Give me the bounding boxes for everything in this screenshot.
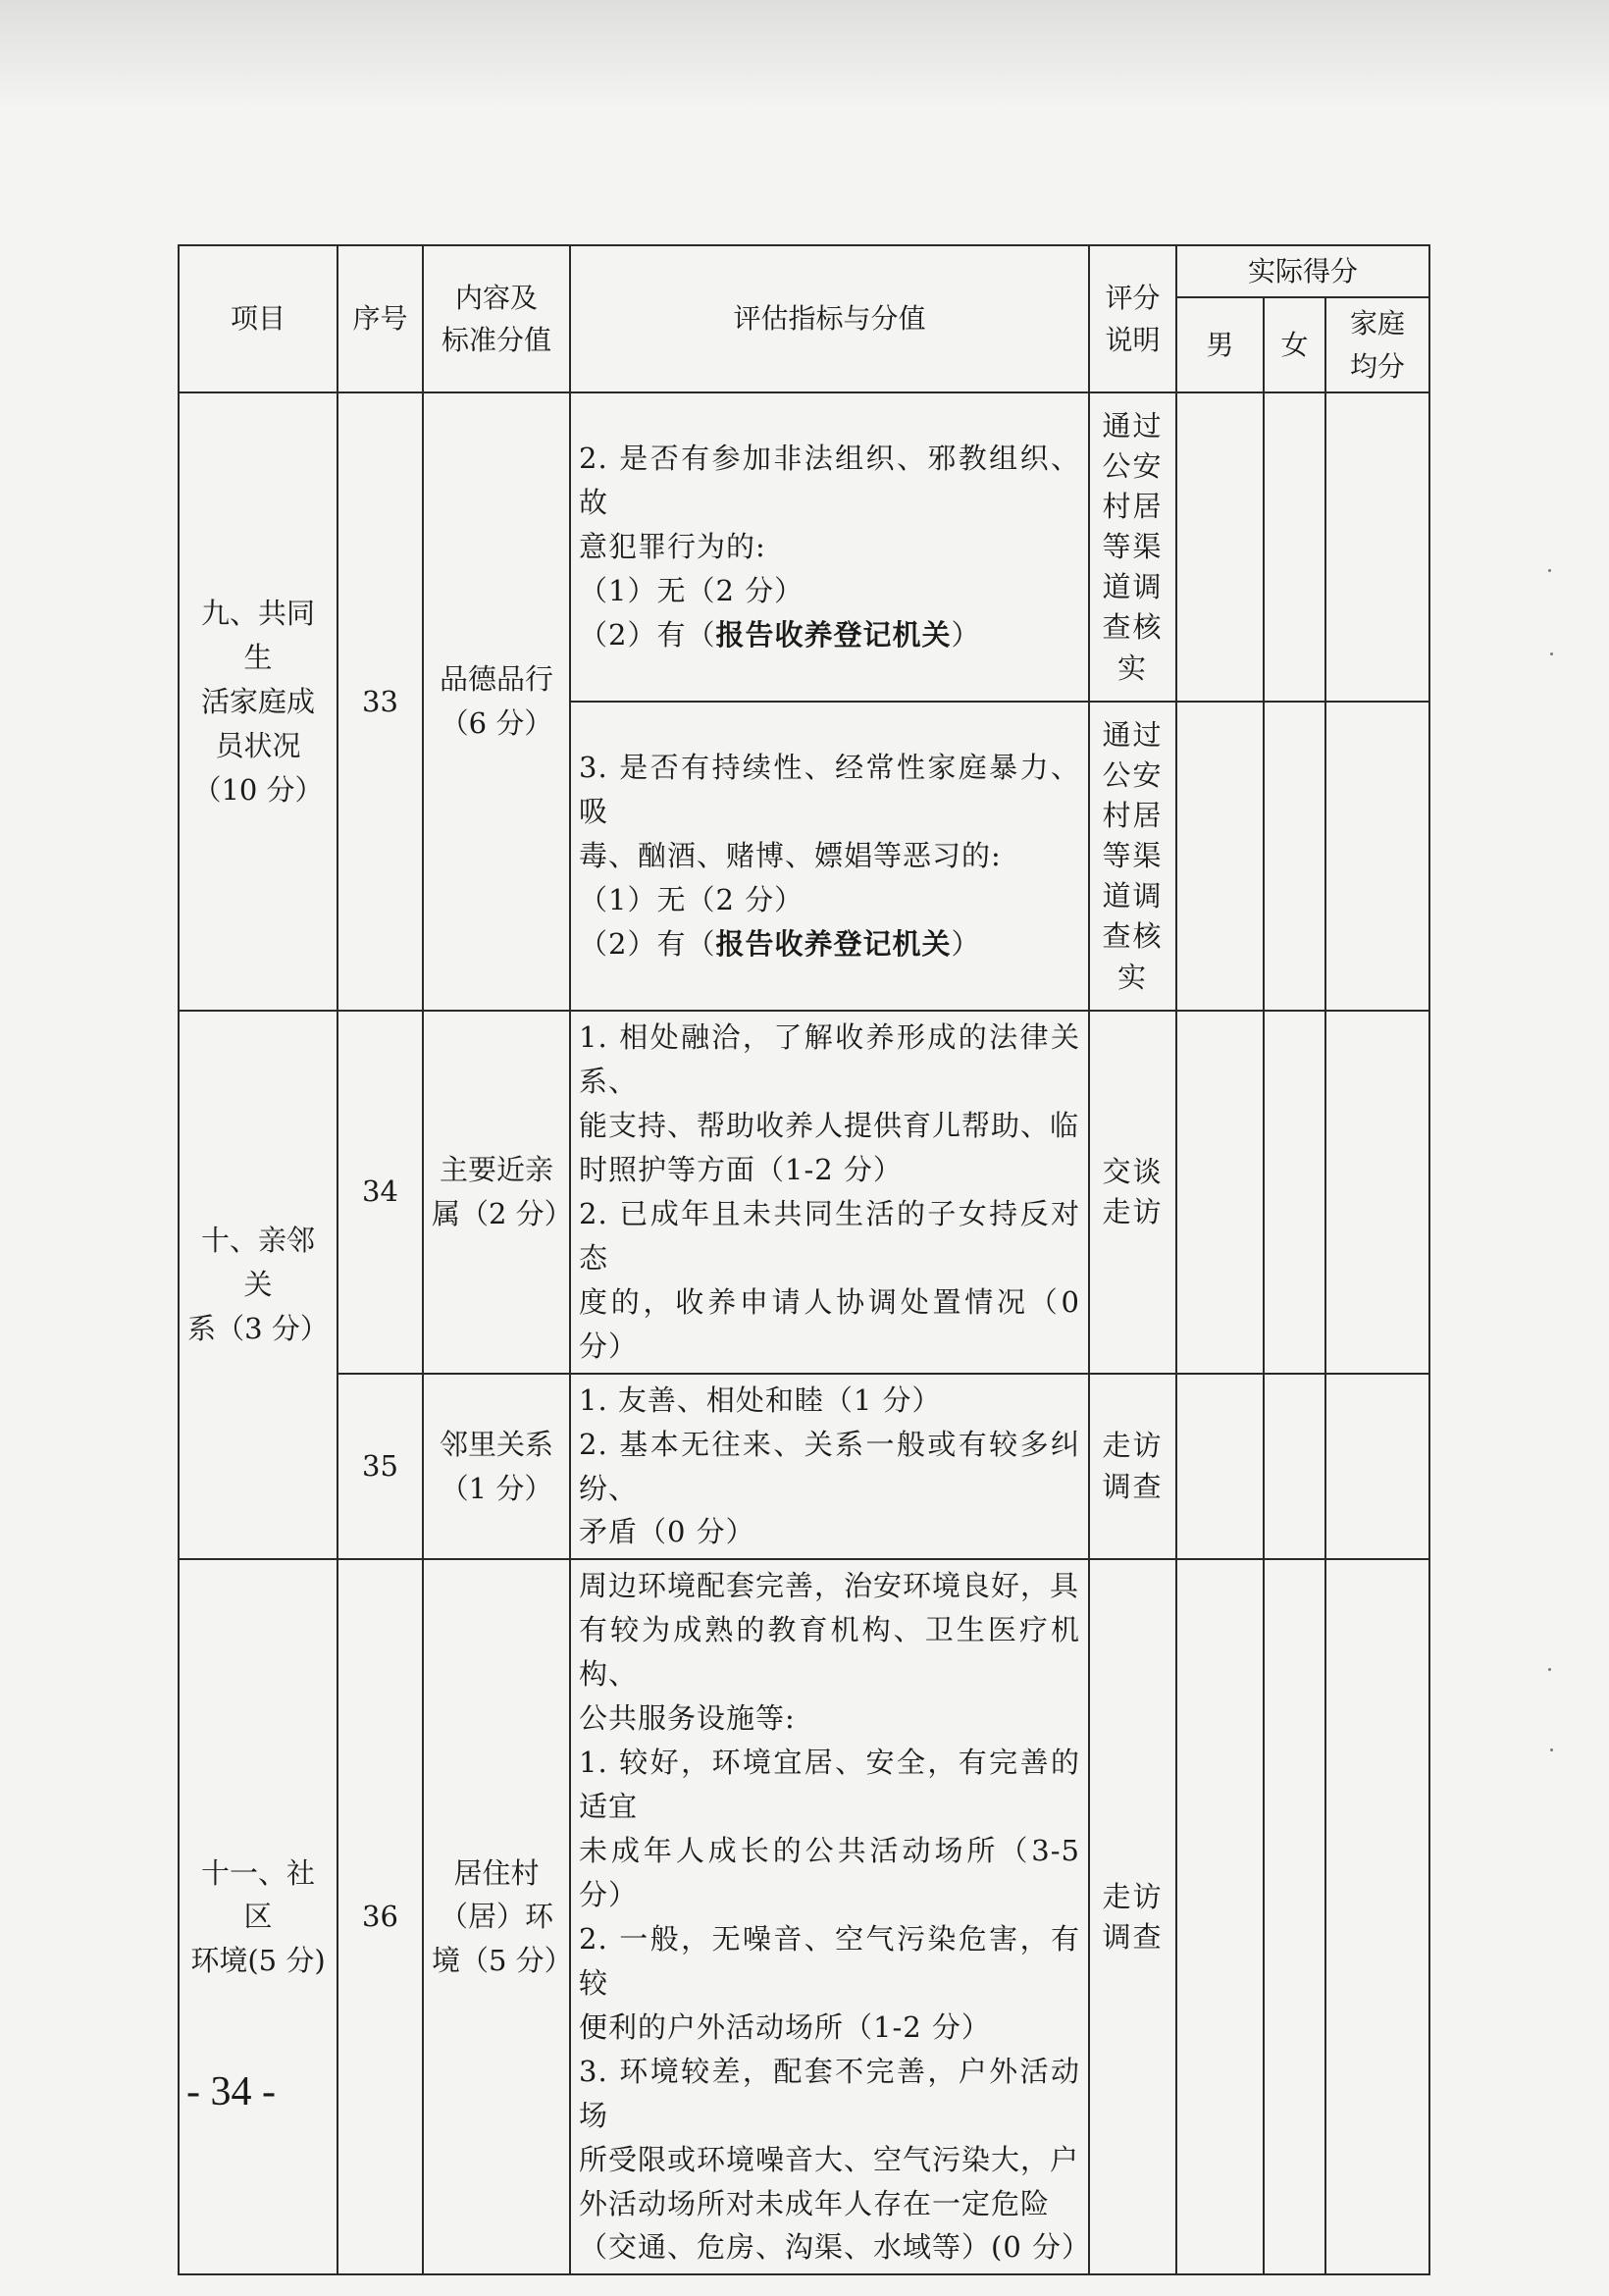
note-cell: 交谈 走访 bbox=[1089, 1011, 1176, 1374]
score-male[interactable] bbox=[1176, 1559, 1264, 2274]
indicator-cell: 1. 友善、相处和睦（1 分） 2. 基本无往来、关系一般或有较多纠纷、 矛盾（0 分） bbox=[570, 1374, 1089, 1560]
score-family[interactable] bbox=[1325, 1011, 1429, 1374]
scan-top-shadow bbox=[0, 0, 1609, 108]
table-row bbox=[179, 392, 1429, 702]
header-seq: 序号 bbox=[337, 245, 423, 392]
seq-cell: 34 bbox=[337, 1011, 423, 1374]
seq-cell: 33 bbox=[337, 392, 423, 1011]
header-row-1 bbox=[179, 245, 1429, 297]
score-family[interactable] bbox=[1325, 1559, 1429, 2274]
header-indicator: 评估指标与分值 bbox=[570, 245, 1089, 392]
content-cell: 品德品行 （6 分） bbox=[423, 392, 570, 1011]
header-actual-score: 实际得分 bbox=[1176, 245, 1429, 297]
score-family[interactable] bbox=[1325, 1374, 1429, 1560]
score-male[interactable] bbox=[1176, 1011, 1264, 1374]
table-row bbox=[179, 1011, 1429, 1374]
score-female[interactable] bbox=[1264, 702, 1325, 1011]
header-female: 女 bbox=[1264, 297, 1325, 392]
header-project: 项目 bbox=[179, 245, 337, 392]
scan-speck bbox=[1548, 1668, 1551, 1671]
score-family[interactable] bbox=[1325, 392, 1429, 702]
table-row bbox=[179, 1374, 1429, 1560]
score-male[interactable] bbox=[1176, 1374, 1264, 1560]
score-male[interactable] bbox=[1176, 702, 1264, 1011]
note-cell: 通过 公安 村居 等渠 道调 查核 实 bbox=[1089, 702, 1176, 1011]
score-female[interactable] bbox=[1264, 1011, 1325, 1374]
header-male: 男 bbox=[1176, 297, 1264, 392]
project-cell: 九、共同生 活家庭成 员状况 （10 分） bbox=[179, 392, 337, 1011]
score-family[interactable] bbox=[1325, 702, 1429, 1011]
seq-cell: 35 bbox=[337, 1374, 423, 1560]
content-cell: 居住村 （居）环 境（5 分） bbox=[423, 1559, 570, 2274]
indicator-cell: 周边环境配套完善，治安环境良好，具 有较为成熟的教育机构、卫生医疗机构、 公共服务设施等: 1. 较好，环境宜居、安全，有完善的适宜 未成年人成长的公共活动场所（3-5 分） 2. 一般，无噪音、空气污染危害，有较 便利的户外活动场所（1-2 分） 3. 环境较差，配套不完善，户外活动场 所受限或环境噪音大、空气污染大，户 外活动场所对未成年人存在一定危险 （交通、危房、沟渠、水域等）(0 分） bbox=[570, 1559, 1089, 2274]
indicator-cell: 1. 相处融洽，了解收养形成的法律关系、 能支持、帮助收养人提供育儿帮助、临 时照护等方面（1-2 分） 2. 已成年且未共同生活的子女持反对态 度的，收养申请人协调处置情况（0 分） bbox=[570, 1011, 1089, 1374]
header-note: 评分 说明 bbox=[1089, 245, 1176, 392]
table-row bbox=[179, 1559, 1429, 2274]
project-cell: 十、亲邻关 系（3 分） bbox=[179, 1011, 337, 1559]
content-cell: 主要近亲 属（2 分） bbox=[423, 1011, 570, 1374]
page-number: - 34 - bbox=[186, 2069, 276, 2114]
score-male[interactable] bbox=[1176, 392, 1264, 702]
seq-cell: 36 bbox=[337, 1559, 423, 2274]
indicator-cell: 3. 是否有持续性、经常性家庭暴力、吸 毒、酗酒、赌博、嫖娼等恶习的: （1）无（2 分） （2）有（报告收养登记机关） bbox=[570, 702, 1089, 1011]
note-cell: 走访 调查 bbox=[1089, 1559, 1176, 2274]
scan-speck bbox=[1550, 1748, 1553, 1751]
project-cell: 十一、社区 环境(5 分) bbox=[179, 1559, 337, 2274]
scan-speck bbox=[1548, 569, 1551, 572]
score-female[interactable] bbox=[1264, 392, 1325, 702]
score-female[interactable] bbox=[1264, 1559, 1325, 2274]
note-cell: 走访 调查 bbox=[1089, 1374, 1176, 1560]
assessment-table bbox=[178, 244, 1430, 2275]
note-cell: 通过 公安 村居 等渠 道调 查核 实 bbox=[1089, 392, 1176, 702]
header-content: 内容及 标准分值 bbox=[423, 245, 570, 392]
content-cell: 邻里关系 （1 分） bbox=[423, 1374, 570, 1560]
indicator-cell: 2. 是否有参加非法组织、邪教组织、故 意犯罪行为的: （1）无（2 分） （2）有（报告收养登记机关） bbox=[570, 392, 1089, 702]
score-female[interactable] bbox=[1264, 1374, 1325, 1560]
header-family-avg: 家庭 均分 bbox=[1325, 297, 1429, 392]
scan-speck bbox=[1550, 652, 1553, 655]
